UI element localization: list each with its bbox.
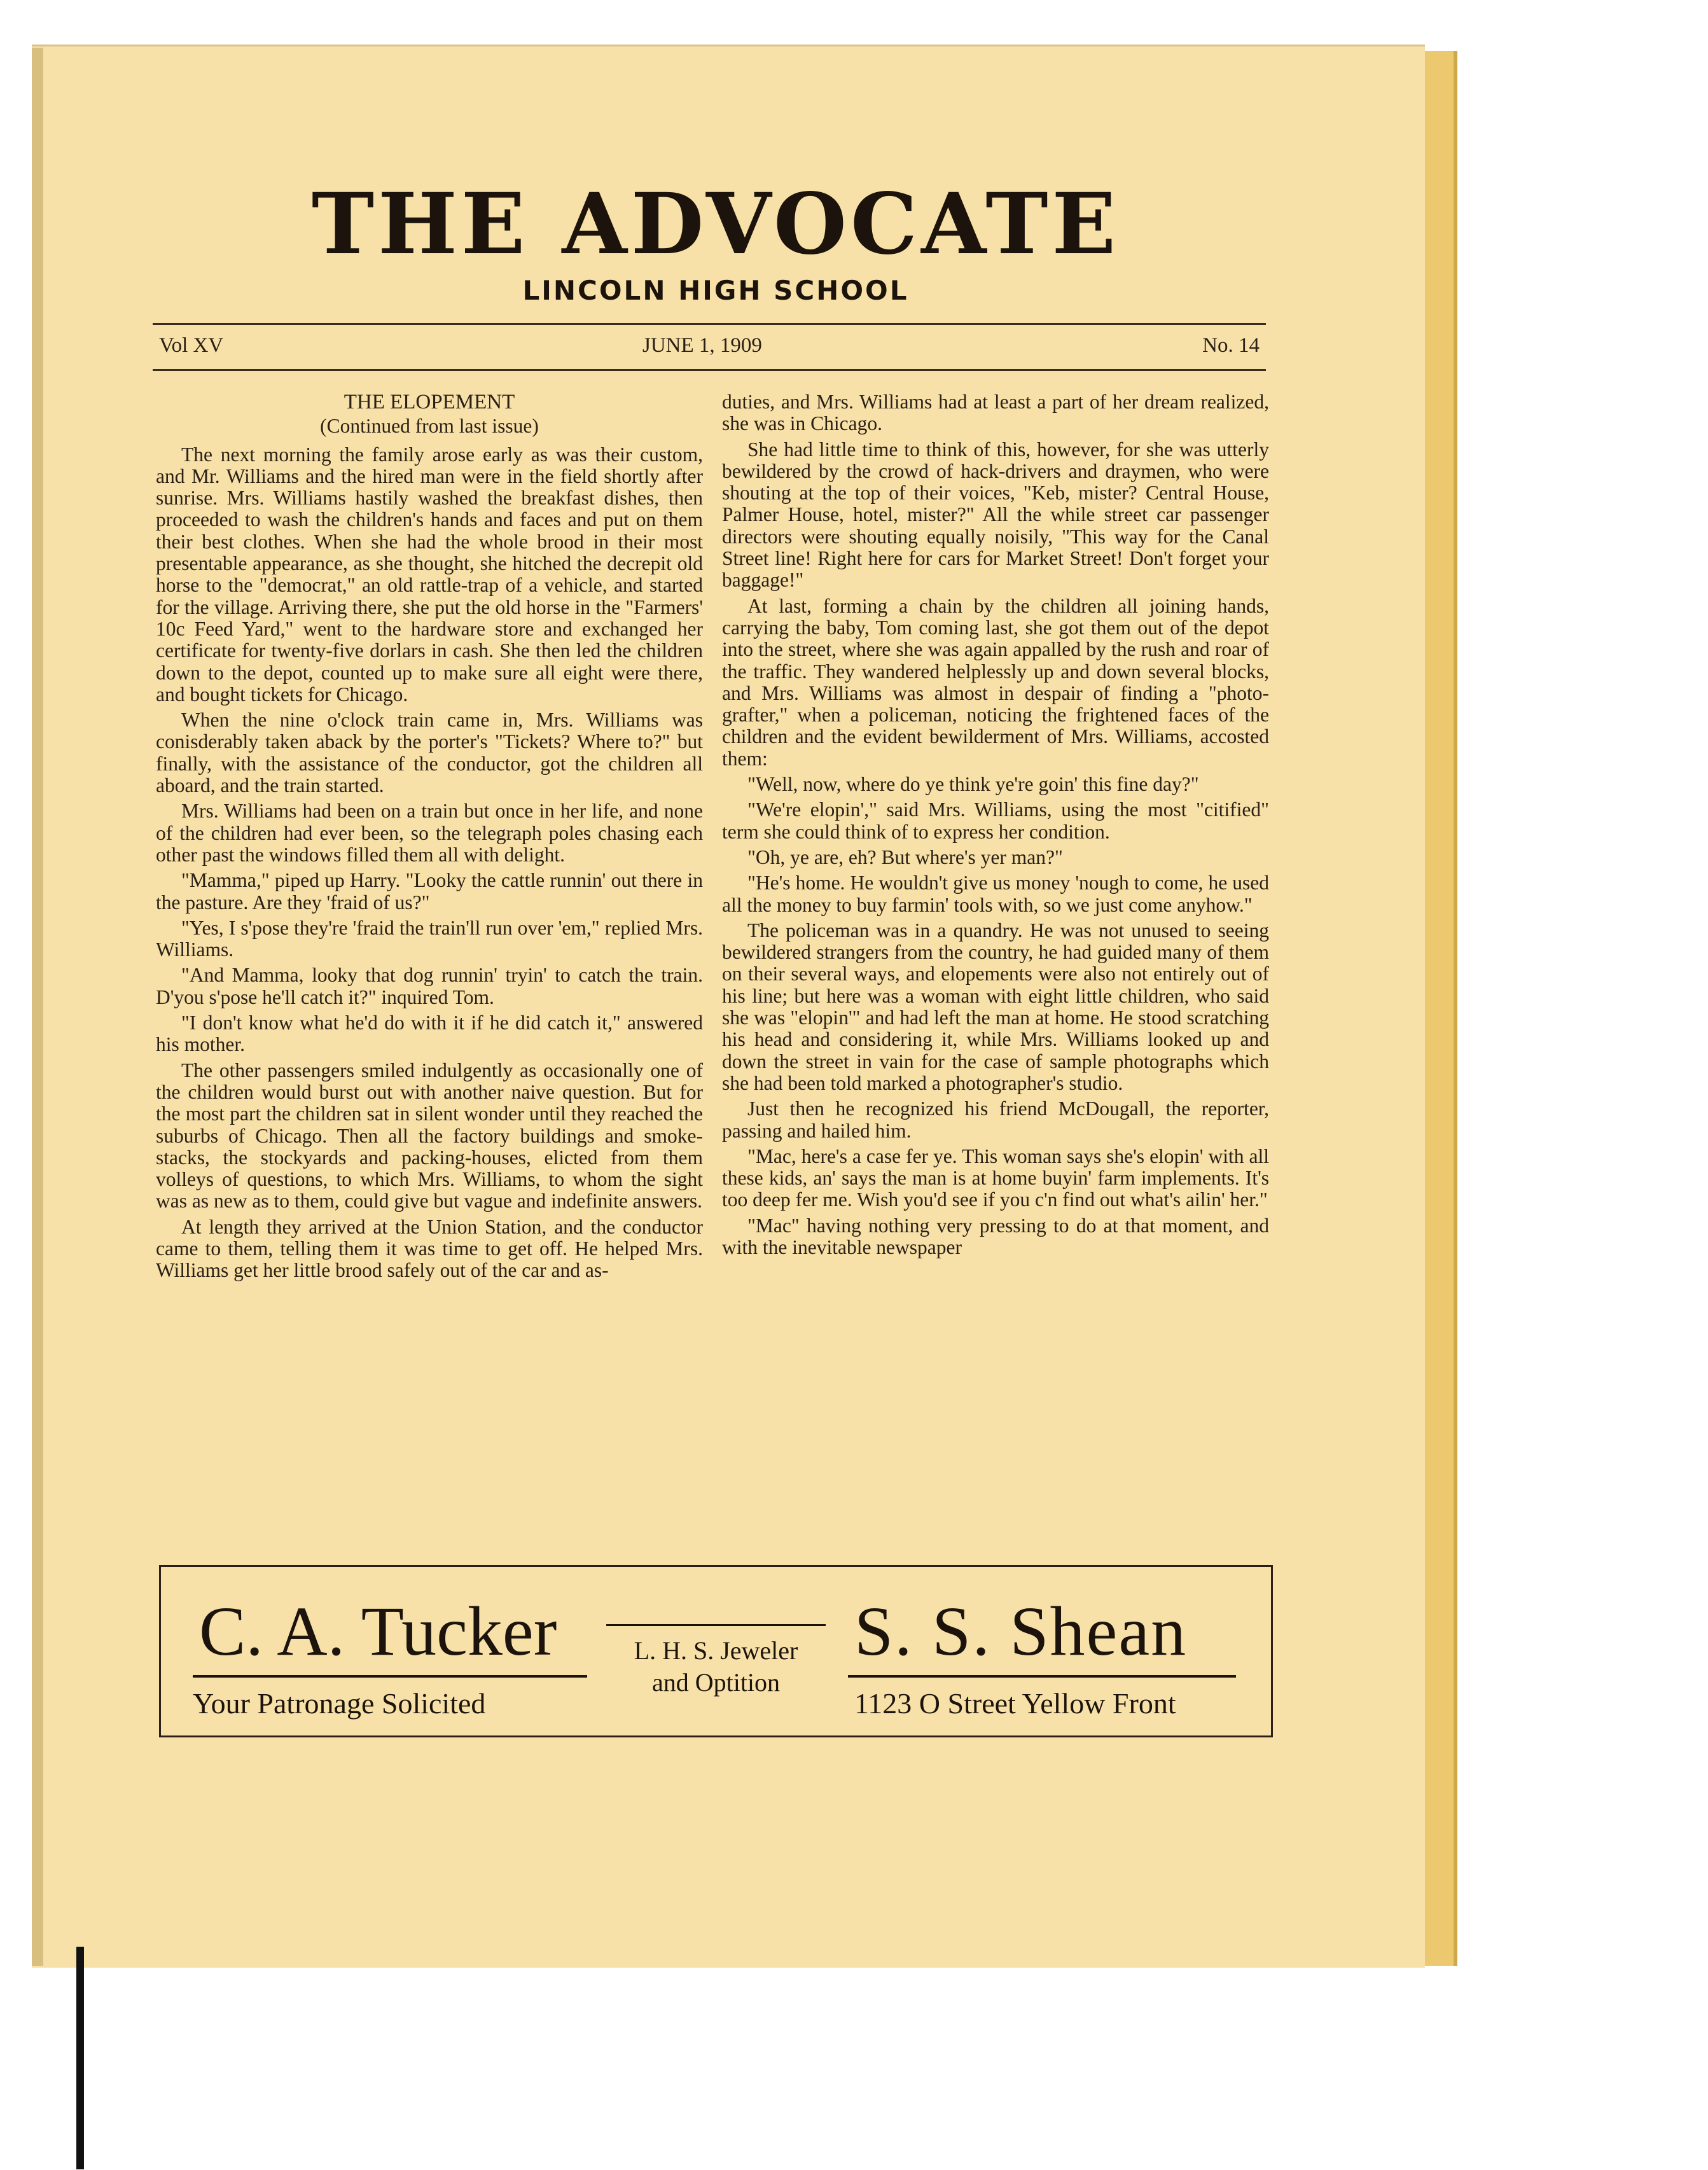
issue-number: No. 14 <box>1202 334 1260 357</box>
article-column-right <box>722 391 1269 1262</box>
volume-label: Vol XV <box>159 334 224 357</box>
ad-middle-line-2: and Optition <box>651 1668 781 1697</box>
header-rule-bottom <box>153 369 1266 371</box>
paragraph: At last, forming a chain by the children all joining hands, carrying the baby, Tom coming last, she got them out of the depot into the street, where she was again appalled by the rush and roar of the traffic. They wandered helplessly up and down several blocks, and Mrs. Williams was almost in despair of finding a "photo-grafter," when a policeman, noticing the frightened faces of the children and the evident bewilderment of Mrs. Williams, accosted them: <box>722 594 1269 770</box>
spine-binding <box>76 1947 84 2169</box>
paragraph: "I don't know what he'd do with it if he did catch it," answered his mother. <box>156 1012 703 1056</box>
ad-shean-underline <box>848 1675 1236 1678</box>
paragraph: duties, and Mrs. Williams had at least a part of her dream realized, she was in Chicago. <box>722 391 1269 435</box>
article-title: THE ELOPEMENT <box>344 391 515 414</box>
advertisement-box <box>159 1565 1273 1737</box>
paragraph: "Mac" having nothing very pressing to do at that moment, and with the inevitable newspaper <box>722 1214 1269 1258</box>
issue-date: JUNE 1, 1909 <box>642 334 762 357</box>
paragraph: The policeman was in a quandry. He was not unused to seeing bewildered strangers from the country, he had guided many of them on their several ways, and elopements were also not entirely out of his line; but here was a woman with eight little children, who said she was "elopin'" and had left the man at home. He stood scratching his head and considering it, while Mrs. Williams looked up and down the street in vain for the case of sample photographs which she had been told marked a photographer's studio. <box>722 919 1269 1094</box>
paragraph: "Well, now, where do ye think ye're goin' this fine day?" <box>747 773 1199 796</box>
issue-line <box>153 334 1260 359</box>
paragraph: "And Mamma, looky that dog runnin' tryin' to catch the train. D'you s'pose he'll catch it?" inquired Tom. <box>156 964 703 1008</box>
ad-middle-rule <box>606 1624 826 1626</box>
ad-shean-tagline: 1123 O Street Yellow Front <box>854 1687 1176 1720</box>
ad-tucker-name: C. A. Tucker <box>199 1592 557 1670</box>
ad-tucker-underline <box>193 1675 587 1678</box>
ad-middle-line-1: L. H. S. Jeweler <box>634 1636 798 1665</box>
paragraph: She had little time to think of this, however, for she was utterly bewildered by the crowd of hack-drivers and draymen, who were shouting at the top of their voices, "Keb, mister? Central House, Palmer House, hotel, mister?" All the while street car passenger directors were shouting equally noisily, "This way for the Canal Street line! Right here for cars for Market Street! Don't forget your baggage!" <box>722 438 1269 592</box>
paragraph: The next morning the family arose early as was their custom, and Mr. Williams and the hired man were in the field shortly after sunrise. Mrs. Williams hastily washed the breakfast dishes, then proceeded to wash the children's hands and faces and put on them their best clothes. When she had the whole brood in their most presentable appearance, as she thought, she hitched the decrepit old horse to the "democrat," an old rattle-trap of a vehicle, and started for the village. Arriving there, she put the old horse in the "Farmers' 10c Feed Yard," went to the hardware store and exchanged her certificate for twenty-five dorlars in cash. She then led the children down to the depot, counted up to make sure all eight were there, and bought tickets for Chicago. <box>156 443 703 706</box>
masthead-subtitle: LINCOLN HIGH SCHOOL <box>522 275 909 306</box>
paragraph: "We're elopin'," said Mrs. Williams, using the most "citified" term she could think of to express her condition. <box>722 798 1269 843</box>
article-column-left <box>156 391 703 1286</box>
paragraph: "Mac, here's a case fer ye. This woman says she's elopin' with all these kids, an' says the man is at home buyin' farm implements. It's too deep fer me. Wish you'd see if you c'n find out what's ailin' her." <box>722 1144 1269 1211</box>
paragraph: "Yes, I s'pose they're 'fraid the train'll run over 'em," replied Mrs. Williams. <box>156 916 703 961</box>
paragraph: At length they arrived at the Union Station, and the conductor came to them, telling them it was time to get off. He helped Mrs. Williams get her little brood safely out of the car and as- <box>156 1215 703 1282</box>
spine-shadow <box>32 48 43 1966</box>
paragraph: "Mamma," piped up Harry. "Looky the cattle runnin' out there in the pasture. Are they 'fraid of us?" <box>156 869 703 914</box>
ad-tucker-tagline: Your Patronage Solicited <box>193 1687 486 1720</box>
paragraph: The other passengers smiled indulgently as occasionally one of the children would burst out with another naive question. But for the most part the children sat in silent wonder until they reached the suburbs of Chicago. Then all the factory buildings and smoke-stacks, the stockyards and packing-houses, elicted from them volleys of questions, to which Mrs. Williams, to whom the sight was as new as to them, could give but vague and indefinite answers. <box>156 1059 703 1213</box>
paragraph: Just then he recognized his friend McDougall, the reporter, passing and hailed him. <box>722 1097 1269 1142</box>
paragraph: Mrs. Williams had been on a train but once in her life, and none of the children had ever been, so the telegraph poles chasing each other past the windows filled them all with delight. <box>156 800 703 866</box>
masthead-title: THE ADVOCATE <box>311 175 1120 274</box>
paragraph: "He's home. He wouldn't give us money 'nough to come, he used all the money to buy farmin' tools with, so we just come anyhow." <box>722 872 1269 916</box>
paragraph: "Oh, ye are, eh? But where's yer man?" <box>747 845 1063 868</box>
article-subtitle: (Continued from last issue) <box>320 415 539 438</box>
header-rule-top <box>153 323 1266 325</box>
ad-shean-name: S. S. Shean <box>854 1592 1188 1670</box>
paragraph: When the nine o'clock train came in, Mrs. Williams was conisderably taken aback by the porter's "Tickets? Where to?" but finally, with the assistance of the conductor, got the children all aboard, and the train started. <box>156 709 703 797</box>
